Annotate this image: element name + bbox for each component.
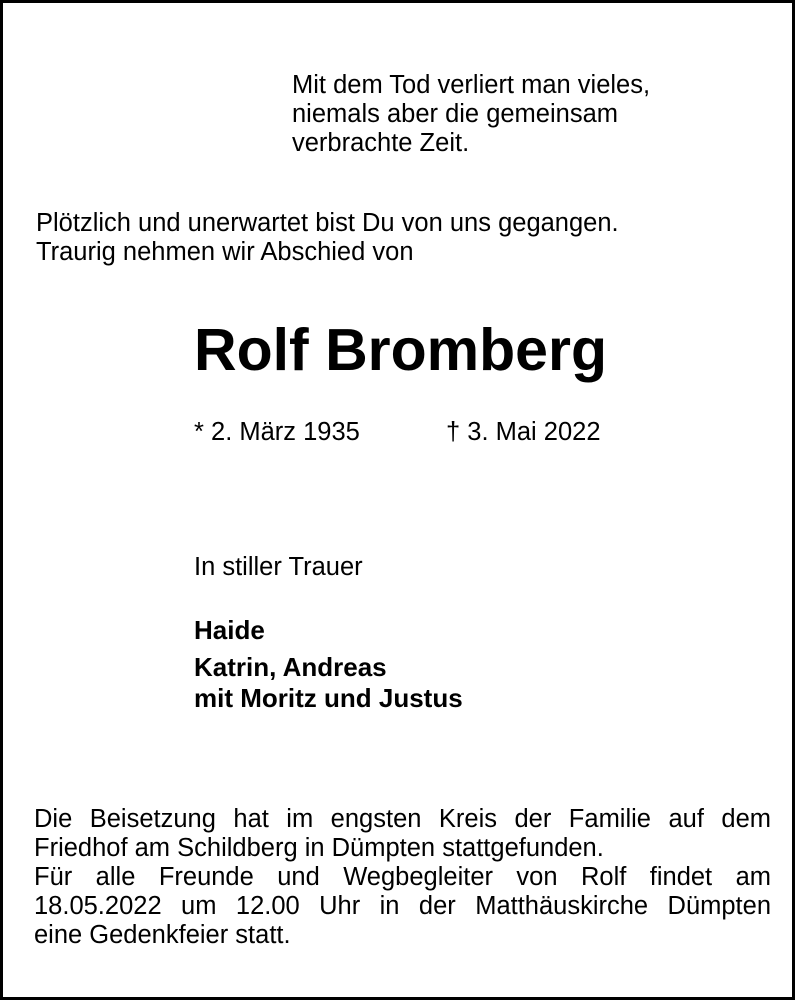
death-date: † 3. Mai 2022	[446, 418, 601, 446]
memorial-quote	[292, 71, 650, 158]
notice-line: Für alle Freunde und Wegbegleiter von Rolf findet am	[34, 863, 771, 891]
intro-text	[36, 209, 619, 267]
deceased-name: Rolf Bromberg	[194, 317, 607, 383]
notice-line: Friedhof am Schildberg in Dümpten stattgefunden.	[34, 834, 604, 862]
quote-line: verbrachte Zeit.	[292, 129, 470, 157]
notice-line: Die Beisetzung hat im engsten Kreis der Familie auf dem	[34, 805, 771, 833]
intro-line: Traurig nehmen wir Abschied von	[36, 238, 414, 266]
notice-line: 18.05.2022 um 12.00 Uhr in der Matthäuskirche Dümpten	[34, 892, 771, 920]
family-member: Haide	[194, 615, 265, 645]
family-member: Katrin, Andreas	[194, 652, 387, 682]
mourning-label: In stiller Trauer	[194, 553, 363, 581]
notice-line: eine Gedenkfeier statt.	[34, 921, 291, 949]
birth-date: * 2. März 1935	[194, 418, 360, 446]
funeral-notice	[34, 805, 771, 950]
intro-line: Plötzlich und unerwartet bist Du von uns gegangen.	[36, 209, 619, 237]
quote-line: Mit dem Tod verliert man vieles,	[292, 71, 651, 99]
family-member: mit Moritz und Justus	[194, 683, 463, 713]
family-signatures	[194, 615, 463, 714]
quote-line: niemals aber die gemeinsam	[292, 100, 618, 128]
